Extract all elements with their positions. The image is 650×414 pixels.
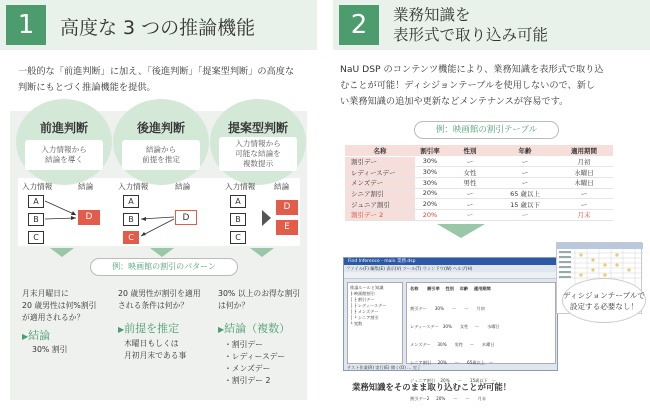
conclusion-1 (22, 327, 50, 343)
proposal-reasoning-title: 提案型判断 (227, 121, 288, 135)
tree-item: │ ├ 割引デー (350, 297, 375, 302)
pane-header: 名称 割引率 性別 年齢 適用期間 (410, 286, 491, 291)
intro-line: NaU DSP のコンテンツ機能により、業務知識を表形式で取り込 (340, 64, 604, 75)
backward-reasoning-title: 後進判断 (136, 121, 185, 135)
node-b: B (230, 213, 246, 226)
cell: 女性 (445, 167, 495, 178)
forward-reasoning-badge (16, 99, 112, 185)
reasoning-diagrams-area (18, 178, 300, 246)
question-line: される条件は何か？ (118, 301, 189, 310)
tree-item: │ ├ レディースデー (350, 303, 387, 308)
input-label: 入力情報 (225, 182, 256, 191)
answer-line: 木曜日もしくは (124, 339, 179, 348)
pane-row: メンズデー 30% 男性 ー 木曜日 (410, 342, 495, 347)
cell: ー (495, 177, 555, 188)
cell: ー (495, 156, 555, 167)
section-1-title: 高度な 3 つの推論機能 (60, 17, 256, 39)
app-titlebar (344, 258, 557, 265)
intro-line: むことが可能！ディシジョンテーブルを使用しないので、新し (340, 80, 596, 91)
desc-line: 入力情報から (41, 145, 87, 154)
cell: 男性 (445, 177, 495, 188)
conclusion-label: 結論 (78, 182, 94, 191)
section-2-intro (340, 62, 604, 110)
tree-item: ├ 映画館割引 (350, 291, 375, 296)
app-title: Find Inference - main 業務.dsp (348, 259, 416, 264)
table-row-highlight (345, 209, 613, 220)
triangle-right-icon: ▶ (22, 332, 29, 341)
answer-line: 月初月末である事 (124, 351, 187, 360)
table-row (345, 167, 613, 178)
cell: 月初 (555, 156, 613, 167)
col-rate: 割引率 (415, 145, 445, 156)
answer-line: ・メンズデー (224, 364, 271, 373)
answer-line: ・割引デー 2 (224, 376, 271, 385)
app-statusbar: テスト作業(R) 実行(E) 開く(O) … 完了 (347, 365, 422, 370)
cell: ー (495, 167, 555, 178)
question-3 (218, 288, 300, 312)
down-arrow-icon (150, 248, 174, 257)
node-b: B (28, 213, 44, 226)
node-c: C (28, 231, 44, 244)
conclusion-2 (118, 320, 179, 336)
triangle-right-icon: ▶ (218, 325, 225, 334)
tree-item: 推論ルールと知識 (350, 285, 384, 290)
intro-line: 判断にもとづく推論機能を提供。 (18, 82, 156, 93)
cell: 65 歳以上 (495, 188, 555, 199)
conclusion-1-label: 結論 (28, 329, 51, 342)
forward-reasoning-title: 前進判断 (39, 121, 88, 135)
answer-1 (32, 344, 67, 356)
pattern-example-pill: 例：映画館の割引のパターン (90, 258, 238, 276)
big-down-arrow-icon (437, 224, 485, 238)
cell: 木曜日 (555, 177, 613, 188)
table-row (345, 156, 613, 167)
col-gender: 性別 (445, 145, 495, 156)
desc-line: 可能な結論を (235, 149, 281, 158)
backward-reasoning-badge (113, 99, 209, 185)
conclusion-2-label: 前提を推定 (124, 322, 180, 335)
backward-reasoning-desc (122, 140, 200, 170)
cell: 月末 (555, 209, 613, 220)
cell: 20% (415, 188, 445, 199)
pane-row: 割引デー2 20% ー ー 月末 (410, 396, 487, 401)
cell: 15 歳以下 (495, 199, 555, 210)
cell: ー (445, 209, 495, 220)
node-a: A (230, 195, 246, 208)
down-arrow-icon (250, 248, 274, 257)
pane-row: シニア割引 20% ー 65歳以上 ー (410, 360, 494, 365)
table-header-row (345, 145, 613, 156)
node-d: D (276, 200, 298, 215)
down-arrow-icon (50, 248, 74, 257)
intro-line: 一般的な「前進判断」に加え、「後進判断」「提案型判断」の高度な (18, 66, 295, 77)
section-2-title (393, 5, 548, 45)
col-name: 名称 (345, 145, 415, 156)
tree-item: │ └ シニア割引 (350, 315, 379, 320)
cell: 30% (415, 167, 445, 178)
desc-line: 複数提示 (242, 159, 274, 168)
section-2-header (333, 0, 650, 50)
col-period: 適用期間 (555, 145, 613, 156)
pane-rows (410, 294, 500, 414)
triangle-right-icon: ▶ (118, 325, 125, 334)
title-line: 表形式で取り込み可能 (393, 26, 549, 44)
tree-item: │ ├ メンズデー (350, 309, 379, 314)
cell: レディースデー (345, 167, 415, 178)
forward-reasoning-desc (25, 140, 103, 170)
conclusion-label: 結論 (175, 182, 191, 191)
section-1-intro (18, 64, 294, 96)
bubble-line: ディシジョンテーブルで (563, 291, 645, 300)
node-a: A (123, 195, 139, 208)
table-row (345, 177, 613, 188)
question-line: は何か？ (218, 301, 250, 310)
answer-line: ・レディースデー (224, 352, 286, 361)
cell: シニア割引 (345, 188, 415, 199)
question-line: が適用されるか？ (22, 313, 85, 322)
app-tree-panel (347, 282, 403, 364)
cell: ー (555, 199, 613, 210)
answer-line: ・割引デー (224, 340, 263, 349)
cell: 30% (415, 156, 445, 167)
section-2-badge: 2 (339, 5, 379, 45)
node-e: E (276, 220, 298, 235)
cell: 割引デー 2 (345, 209, 415, 220)
node-a: A (28, 195, 44, 208)
pane-row: レディースデー 30% 女性 ー 水曜日 (410, 324, 500, 329)
bubble-line: 設定する必要なし！ (569, 302, 639, 311)
pane-row: ジュニア割引 20% ー 15歳以下 ー (410, 378, 496, 383)
question-line: 30% 以上のお得な割引 (218, 289, 301, 298)
proposal-reasoning-badge (210, 99, 306, 185)
tree-item: └ 変数 (350, 321, 363, 326)
title-line: 業務知識を (393, 6, 471, 24)
cell: ー (445, 156, 495, 167)
cell: ー (495, 209, 555, 220)
conclusion-label: 結論 (274, 182, 290, 191)
desc-line: 入力情報から (235, 139, 281, 148)
answer-2 (124, 338, 186, 362)
cell: 20% (415, 209, 445, 220)
no-decision-table-bubble (562, 278, 646, 323)
table-row (345, 188, 613, 199)
cell: ー (445, 199, 495, 210)
input-label: 入力情報 (22, 182, 53, 191)
question-2 (118, 288, 201, 312)
conclusion-3 (218, 320, 290, 336)
cell: 水曜日 (555, 167, 613, 178)
node-d: D (78, 210, 100, 225)
desc-line: 前提を推定 (142, 155, 180, 164)
app-menubar: ファイル(F) 編集(E) 表示(V) ツール(T) ウィンドウ(W) ヘルプ(H) (346, 267, 473, 272)
answer-3 (224, 339, 285, 387)
col-age: 年齢 (495, 145, 555, 156)
cell: メンズデー (345, 177, 415, 188)
question-line: 20 歳男性は何%割引 (22, 301, 97, 310)
question-1 (22, 288, 96, 324)
section-1-badge: 1 (6, 5, 46, 45)
question-line: 20 歳男性が割引を適用 (118, 289, 201, 298)
table-example-pill: 例：映画館の割引テーブル (414, 121, 559, 139)
input-label: 入力情報 (118, 182, 149, 191)
cell: ー (445, 188, 495, 199)
section-1-header (0, 0, 317, 50)
cell: ー (555, 188, 613, 199)
conclusion-3-label: 結論（複数） (224, 322, 291, 335)
desc-line: 結論から (145, 145, 177, 154)
cell: 割引デー (345, 156, 415, 167)
cell: ジュニア割引 (345, 199, 415, 210)
proposal-reasoning-desc (219, 137, 297, 171)
node-d: D (175, 210, 197, 225)
table-row (345, 199, 613, 210)
discount-table (345, 145, 613, 221)
answer-line: 30% 割引 (32, 345, 68, 354)
node-c: C (123, 231, 139, 244)
section-2-caption: 業務知識をそのまま取り込むことが可能！ (352, 382, 512, 392)
tree-lines (350, 285, 386, 327)
desc-line: 結論を導く (45, 155, 83, 164)
node-c: C (230, 231, 246, 244)
question-line: 月末月曜日に (22, 289, 69, 298)
cell: 20% (415, 199, 445, 210)
cell: 30% (415, 177, 445, 188)
app-toolbar (344, 272, 557, 279)
node-b: B (123, 213, 139, 226)
pane-row: 割引デー 30% ー ー 月初 (410, 306, 485, 311)
intro-line: い業務知識の追加や更新などメンテナンスが容易です。 (340, 96, 569, 107)
